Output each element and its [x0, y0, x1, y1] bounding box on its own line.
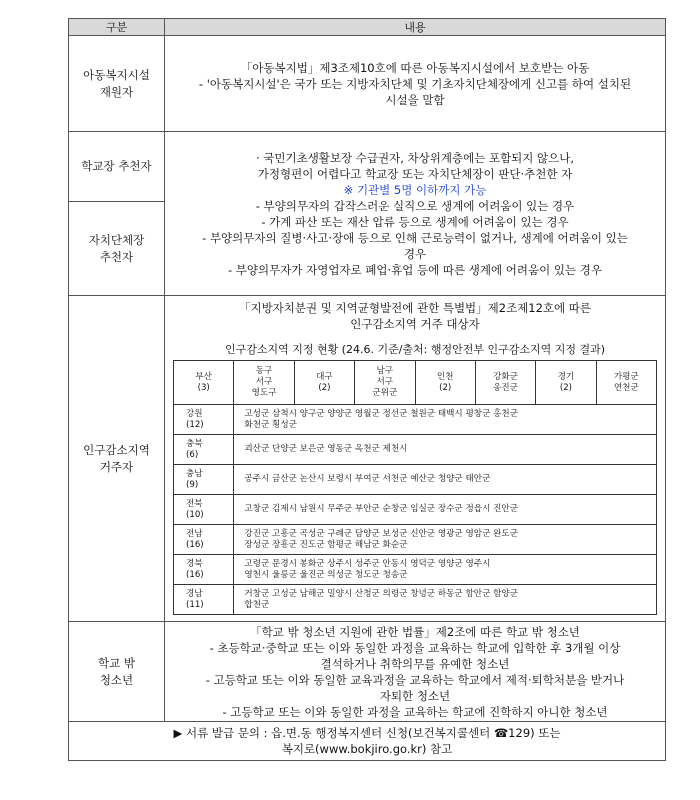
note-limit: ※ 기관별 5명 이하까지 가능 — [343, 182, 487, 197]
region-list: 강진군 고흥군 곡성군 구례군 담양군 보성군 신안군 영광군 영암군 완도군 장성군 장흥군 진도군 함평군 해남군 화순군 — [234, 525, 657, 555]
content-line: 「학교 밖 청소년 지원에 관한 법률」제2조에 따른 학교 밖 청소년 — [250, 624, 580, 639]
header-category: 구분 — [69, 19, 165, 36]
region-list: 공주시 금산군 논산시 보령시 부여군 서천군 예산군 청양군 태안군 — [234, 465, 657, 495]
content-line: - 부양의무자의 질병·사고·장애 등으로 인해 근로능력이 없거나, 생계에 어려움이 있는 — [202, 230, 628, 245]
category-local-gov — [69, 202, 165, 296]
region-row — [174, 585, 657, 615]
category-line: 자치단체장 — [88, 232, 145, 247]
content-depopulation — [165, 296, 666, 622]
region-header-cell: 강화군 옹진군 — [475, 361, 535, 405]
content-line: 가정형편이 어렵다고 학교장 또는 자치단체장이 판단·추천한 자 — [257, 166, 573, 181]
row-depopulation — [69, 296, 666, 622]
content-line: - 초등학교·중학교 또는 이와 동일한 과정을 교육하는 학교에 입학한 후 3개월 이상 — [209, 640, 621, 655]
region-header-cell: 인천 (2) — [415, 361, 475, 405]
eligibility-table — [68, 18, 666, 761]
content-line: 경우 — [403, 246, 427, 261]
content-line: - 가계 파산 또는 재산 압류 등으로 생계에 어려움이 있는 경우 — [261, 214, 569, 229]
category-line: 학교 밖 — [98, 655, 135, 670]
footer-line: 복지로(www.bokjiro.go.kr) 참고 — [281, 742, 453, 756]
row-out-of-school — [69, 622, 666, 722]
status-title: 인구감소지역 지정 현황 (24.6. 기준/출처: 행정안전부 인구감소지역 지정 결과) — [224, 343, 606, 356]
footer-line: ▶ 서류 발급 문의 : 읍.면.동 행정복지센터 신청(보건복지콜센터 ☎129) 또는 — [173, 726, 561, 740]
category-line: 추천자 — [99, 249, 134, 264]
region-list: 거창군 고성군 남해군 밀양시 산청군 의령군 창녕군 하동군 함안군 함양군 합천군 — [234, 585, 657, 615]
region-row — [174, 465, 657, 495]
region-row — [174, 405, 657, 435]
region-name: 강원 (12) — [174, 405, 234, 435]
table-header-row — [69, 19, 666, 36]
category-line: 인구감소지역 — [83, 442, 150, 457]
region-row — [174, 555, 657, 585]
content-line: 자퇴한 청소년 — [379, 688, 451, 703]
region-header-cell: 경기 (2) — [536, 361, 596, 405]
footer-note — [69, 722, 666, 761]
category-line: 아동복지시설 — [83, 67, 150, 82]
content-line: - '아동복지시설'은 국가 또는 지방자치단체 및 기초자치단체장에게 신고를 하여 설치된 — [198, 76, 632, 91]
region-header-cell: 남구 서구 군위군 — [355, 361, 415, 405]
region-header-cell: 대구 (2) — [294, 361, 354, 405]
region-name: 경북 (16) — [174, 555, 234, 585]
category-line: 재원자 — [99, 84, 134, 99]
content-child-welfare — [165, 36, 666, 132]
content-line: - 고등학교 또는 이와 동일한 과정을 교육하는 학교에 진학하지 아니한 청소년 — [222, 704, 608, 719]
region-row — [174, 525, 657, 555]
region-name: 전북 (10) — [174, 495, 234, 525]
content-line: 시설을 말함 — [385, 92, 445, 107]
category-principal: 학교장 추천자 — [69, 132, 165, 202]
category-child-welfare — [69, 36, 165, 132]
content-line: 인구감소지역 거주 대상자 — [350, 317, 480, 331]
region-name: 충남 (9) — [174, 465, 234, 495]
region-table — [173, 360, 657, 615]
category-line: 청소년 — [99, 672, 134, 687]
row-child-welfare — [69, 36, 666, 132]
region-header-cell: 동구 서구 영도구 — [234, 361, 294, 405]
row-footer — [69, 722, 666, 761]
content-line: 「지방자치분권 및 지역균형발전에 관한 특별법」제2조제12호에 따른 — [238, 301, 592, 315]
content-line: - 고등학교 또는 이와 동일한 교육과정을 교육하는 학교에서 제적·퇴학처분을 받거나 — [205, 672, 625, 687]
header-content: 내용 — [165, 19, 666, 36]
region-header-cell: 부산 (3) — [174, 361, 234, 405]
category-out-of-school — [69, 622, 165, 722]
region-list: 고성군 삼척시 양구군 양양군 영월군 정선군 철원군 태백시 평창군 홍천군 화천군 횡성군 — [234, 405, 657, 435]
content-line: 결석하거나 취학의무를 유예한 청소년 — [320, 656, 510, 671]
region-name: 전남 (16) — [174, 525, 234, 555]
content-line: · 국민기초생활보장 수급권자, 차상위계층에는 포함되지 않으나, — [255, 150, 575, 165]
region-header-row — [174, 361, 657, 405]
region-name: 경남 (11) — [174, 585, 234, 615]
region-name: 충북 (6) — [174, 435, 234, 465]
region-row — [174, 495, 657, 525]
region-header-cell: 가평군 연천군 — [596, 361, 656, 405]
region-list: 괴산군 단양군 보은군 영동군 옥천군 제천시 — [234, 435, 657, 465]
content-line: - 부양의무자의 갑작스러운 실직으로 생계에 어려움이 있는 경우 — [255, 198, 575, 213]
category-line: 거주자 — [99, 459, 134, 474]
category-depopulation — [69, 296, 165, 622]
content-line: - 부양의무자가 자영업자로 폐업·휴업 등에 따른 생계에 어려움이 있는 경우 — [228, 262, 602, 277]
content-line: 「아동복지법」제3조제10호에 따른 아동복지시설에서 보호받는 아동 — [240, 60, 590, 75]
region-list: 고령군 문경시 봉화군 상주시 성주군 안동시 영덕군 영양군 영주시 영천시 울릉군 울진군 의성군 청도군 청송군 — [234, 555, 657, 585]
region-row — [174, 435, 657, 465]
content-recommended — [165, 132, 666, 296]
row-principal — [69, 132, 666, 202]
region-list: 고창군 김제시 남원시 무주군 부안군 순창군 임실군 장수군 정읍시 진안군 — [234, 495, 657, 525]
content-out-of-school — [165, 622, 666, 722]
